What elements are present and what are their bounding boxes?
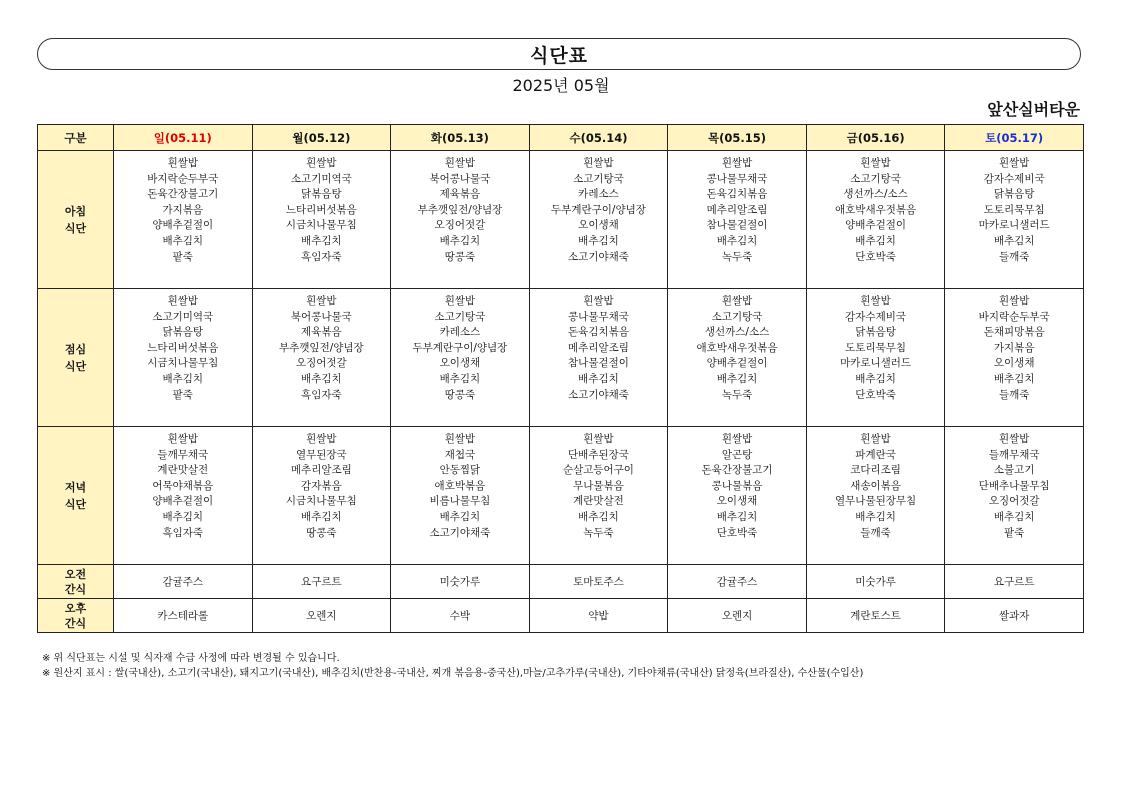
menu-item: 배추김치 xyxy=(716,372,758,385)
menu-list xyxy=(391,151,529,265)
menu-item: 땅콩죽 xyxy=(306,526,337,539)
menu-item: 흰쌀밥 xyxy=(306,295,337,307)
meal-row xyxy=(38,151,1084,289)
menu-item: 비름나물무침 xyxy=(429,495,491,508)
month-subtitle: 2025년 05월 xyxy=(512,76,610,95)
menu-item: 시금치나물무침 xyxy=(285,495,357,508)
menu-cell xyxy=(391,289,530,427)
menu-item: 흰쌀밥 xyxy=(860,433,891,445)
menu-cell xyxy=(529,427,668,565)
menu-item: 흰쌀밥 xyxy=(167,157,198,169)
row-label-line: 식단 xyxy=(64,497,87,511)
menu-item: 무나물볶음 xyxy=(573,479,624,492)
day-header: 화(05.13) xyxy=(391,125,530,151)
menu-item: 콩나물볶음 xyxy=(711,479,763,492)
menu-item: 배추김치 xyxy=(162,510,204,523)
menu-item: 메추리알조림 xyxy=(706,203,768,216)
menu-list xyxy=(530,151,668,265)
row-label xyxy=(38,565,114,599)
meal-row xyxy=(38,289,1084,427)
menu-item: 배추김치 xyxy=(993,372,1035,385)
menu-item: 부추깻잎전/양념장 xyxy=(417,203,503,216)
menu-item: 배추김치 xyxy=(439,372,481,385)
menu-cell xyxy=(806,427,945,565)
snack-cell: 요구르트 xyxy=(945,565,1084,599)
menu-item: 배추김치 xyxy=(439,234,481,247)
menu-item: 생선까스/소스 xyxy=(843,188,908,201)
menu-item: 감자수제비국 xyxy=(983,172,1045,185)
menu-cell xyxy=(114,151,253,289)
menu-item: 흰쌀밥 xyxy=(998,433,1030,445)
menu-item: 들깨무채국 xyxy=(157,448,209,461)
menu-item: 돈육김치볶음 xyxy=(706,188,768,201)
menu-item: 오징어젓갈 xyxy=(988,495,1040,508)
menu-item: 감자볶음 xyxy=(301,479,342,492)
menu-item: 흰쌀밥 xyxy=(860,295,891,307)
menu-item: 흰쌀밥 xyxy=(444,295,476,307)
menu-list xyxy=(114,427,252,541)
menu-item: 시금치나물무침 xyxy=(147,357,219,370)
menu-item: 흰쌀밥 xyxy=(583,157,614,169)
menu-item: 알곤탕 xyxy=(721,448,753,461)
menu-item: 오이생채 xyxy=(578,219,619,232)
menu-item: 계란맛살전 xyxy=(573,495,624,508)
menu-list xyxy=(668,289,806,403)
day-header: 일(05.11) xyxy=(114,125,253,151)
menu-cell xyxy=(391,151,530,289)
menu-cell xyxy=(252,427,391,565)
menu-item: 배추김치 xyxy=(578,234,619,247)
menu-item: 단배추나물무침 xyxy=(978,479,1050,492)
snack-cell: 약밥 xyxy=(529,599,668,633)
menu-item: 땅콩죽 xyxy=(444,388,476,401)
menu-item: 오징어젓갈 xyxy=(434,219,486,232)
menu-item: 북어콩나물국 xyxy=(290,310,352,323)
menu-item: 닭볶음탕 xyxy=(993,188,1035,201)
menu-list xyxy=(391,289,529,403)
row-label-line: 점심 xyxy=(64,342,87,356)
menu-cell xyxy=(668,289,807,427)
row-label-line: 간식 xyxy=(64,616,87,630)
note-line: ※ 원산지 표시 : 쌀(국내산), 소고기(국내산), 돼지고기(국내산), 배추김치(반찬용-국내산, 찌개 볶음용-중국산),마늘/고추가루(국내산), 기타야채류(국내산) 닭정육(브라질산), 수산물(수입산) xyxy=(42,668,864,679)
menu-item: 새송이볶음 xyxy=(850,479,901,492)
menu-item: 흰쌀밥 xyxy=(721,295,753,307)
snack-cell: 감귤주스 xyxy=(114,565,253,599)
menu-item: 단배추된장국 xyxy=(568,448,629,461)
menu-list xyxy=(668,427,806,541)
menu-item: 배추김치 xyxy=(855,372,896,385)
menu-item: 오이생채 xyxy=(716,495,758,508)
menu-item: 흰쌀밥 xyxy=(721,433,753,445)
menu-item: 시금치나물무침 xyxy=(285,219,357,232)
row-label-line: 아침 xyxy=(64,204,87,218)
menu-item: 메추리알조림 xyxy=(568,341,629,354)
menu-item: 오이생채 xyxy=(439,357,481,370)
menu-item: 돈육간장불고기 xyxy=(147,188,219,201)
menu-item: 닭볶음탕 xyxy=(301,188,342,201)
menu-cell xyxy=(252,151,391,289)
menu-list xyxy=(530,427,668,541)
menu-item: 콩나물무채국 xyxy=(706,172,768,185)
menu-item: 소고기미역국 xyxy=(290,172,352,185)
menu-item: 녹두죽 xyxy=(583,526,614,539)
menu-cell xyxy=(945,151,1084,289)
row-label-line: 오전 xyxy=(64,567,87,581)
menu-list xyxy=(253,151,391,265)
menu-item: 닭볶음탕 xyxy=(162,326,204,339)
menu-item: 흰쌀밥 xyxy=(167,295,198,307)
menu-list xyxy=(945,289,1083,403)
menu-list xyxy=(391,427,529,541)
menu-item: 부추깻잎전/양념장 xyxy=(279,341,364,354)
menu-item: 배추김치 xyxy=(162,234,204,247)
menu-item: 팥죽 xyxy=(1004,526,1025,539)
menu-list xyxy=(668,151,806,265)
menu-item: 배추김치 xyxy=(578,372,619,385)
menu-item: 단호박죽 xyxy=(855,250,896,263)
menu-item: 제육볶음 xyxy=(301,326,342,339)
menu-item: 양배추겉절이 xyxy=(845,219,907,232)
menu-cell xyxy=(945,289,1084,427)
menu-item: 참나물겉절이 xyxy=(568,357,629,370)
menu-item: 흑임자죽 xyxy=(301,388,342,401)
day-header: 수(05.14) xyxy=(529,125,668,151)
menu-item: 마카로니샐러드 xyxy=(978,219,1050,232)
menu-item: 느타리버섯볶음 xyxy=(147,341,219,354)
menu-item: 카레소스 xyxy=(439,326,481,339)
menu-item: 소고기탕국 xyxy=(711,310,763,323)
menu-item: 코다리조림 xyxy=(850,464,901,477)
snack-cell: 토마토주스 xyxy=(529,565,668,599)
menu-item: 돈채피망볶음 xyxy=(983,326,1045,339)
menu-item: 양배추겉절이 xyxy=(706,357,768,370)
menu-list xyxy=(114,151,252,265)
menu-item: 콩나물무채국 xyxy=(568,310,629,323)
menu-item: 소불고기 xyxy=(993,464,1035,477)
menu-item: 단호박죽 xyxy=(855,388,896,401)
menu-item: 돈육간장불고기 xyxy=(701,464,773,477)
page-title: 식단표 xyxy=(529,44,589,67)
menu-list xyxy=(807,289,945,403)
menu-item: 애호박새우젓볶음 xyxy=(835,203,917,216)
day-header: 목(05.15) xyxy=(668,125,807,151)
menu-item: 배추김치 xyxy=(716,510,758,523)
row-label xyxy=(38,289,114,427)
menu-item: 오이생채 xyxy=(993,357,1035,370)
menu-list xyxy=(807,427,945,541)
menu-item: 북어콩나물국 xyxy=(429,172,491,185)
snack-cell: 미숫가루 xyxy=(391,565,530,599)
menu-cell xyxy=(114,289,253,427)
menu-item: 애호박볶음 xyxy=(434,479,486,492)
menu-item: 흰쌀밥 xyxy=(583,295,614,307)
menu-list xyxy=(945,151,1083,265)
menu-item: 땅콩죽 xyxy=(444,250,476,263)
menu-item: 배추김치 xyxy=(301,510,342,523)
menu-list xyxy=(253,289,391,403)
row-label-line: 오후 xyxy=(64,601,87,615)
menu-item: 배추김치 xyxy=(162,372,204,385)
menu-item: 바지락순두부국 xyxy=(147,172,219,185)
menu-item: 흰쌀밥 xyxy=(721,157,753,169)
menu-item: 도토리묵무침 xyxy=(983,203,1045,216)
row-label-line: 저녁 xyxy=(64,480,87,494)
snack-cell: 수박 xyxy=(391,599,530,633)
menu-item: 열무나물된장무침 xyxy=(835,495,917,508)
menu-item: 배추김치 xyxy=(301,234,342,247)
menu-item: 흑임자죽 xyxy=(301,250,342,263)
menu-item: 들깨무채국 xyxy=(988,448,1040,461)
snack-cell: 오렌지 xyxy=(252,599,391,633)
menu-item: 팥죽 xyxy=(172,388,193,401)
menu-table xyxy=(37,124,1084,633)
menu-item: 양배추겉절이 xyxy=(152,495,214,508)
menu-item: 오징어젓갈 xyxy=(295,357,347,370)
menu-item: 소고기탕국 xyxy=(850,172,901,185)
menu-item: 배추김치 xyxy=(855,234,896,247)
menu-item: 들깨죽 xyxy=(998,250,1030,263)
menu-item: 두부계란구이/양념장 xyxy=(412,341,508,354)
menu-item: 카레소스 xyxy=(578,188,619,201)
menu-item: 바지락순두부국 xyxy=(978,310,1050,323)
title-banner xyxy=(37,38,1081,70)
menu-cell xyxy=(668,427,807,565)
menu-item: 소고기탕국 xyxy=(434,310,486,323)
row-label xyxy=(38,427,114,565)
menu-item: 소고기야채죽 xyxy=(568,250,629,263)
menu-cell xyxy=(391,427,530,565)
menu-item: 배추김치 xyxy=(439,510,481,523)
menu-item: 메추리알조림 xyxy=(290,464,352,477)
meal-row xyxy=(38,427,1084,565)
menu-item: 닭볶음탕 xyxy=(855,326,896,339)
header-row xyxy=(38,125,1084,151)
menu-item: 애호박새우젓볶음 xyxy=(696,341,778,354)
menu-item: 생선까스/소스 xyxy=(704,326,770,339)
menu-item: 팥죽 xyxy=(172,250,193,263)
menu-cell xyxy=(114,427,253,565)
menu-item: 열무된장국 xyxy=(295,448,347,461)
row-label xyxy=(38,599,114,633)
row-label-line: 식단 xyxy=(64,359,87,373)
day-header: 월(05.12) xyxy=(252,125,391,151)
category-header: 구분 xyxy=(38,125,114,151)
menu-item: 흰쌀밥 xyxy=(444,433,476,445)
menu-item: 순살고등어구이 xyxy=(562,464,634,477)
menu-item: 흑임자죽 xyxy=(162,526,204,539)
organization-name: 앞산실버타운 xyxy=(987,100,1080,119)
menu-item: 흰쌀밥 xyxy=(860,157,891,169)
menu-cell xyxy=(806,289,945,427)
notes xyxy=(42,651,863,681)
row-label-line: 식단 xyxy=(64,221,87,235)
menu-cell xyxy=(529,289,668,427)
menu-item: 단호박죽 xyxy=(716,526,758,539)
menu-item: 돈육김치볶음 xyxy=(568,326,629,339)
snack-row xyxy=(38,565,1084,599)
menu-cell xyxy=(668,151,807,289)
menu-cell xyxy=(252,289,391,427)
day-header: 토(05.17) xyxy=(945,125,1084,151)
menu-list xyxy=(807,151,945,265)
snack-cell: 오렌지 xyxy=(668,599,807,633)
menu-item: 양배추겉절이 xyxy=(152,219,214,232)
menu-item: 소고기야채죽 xyxy=(568,388,629,401)
row-label-line: 간식 xyxy=(64,582,87,596)
menu-item: 재첩국 xyxy=(444,448,476,461)
note-line: ※ 위 식단표는 시설 및 식자재 수급 사정에 따라 변경될 수 있습니다. xyxy=(42,653,340,664)
menu-list xyxy=(114,289,252,403)
menu-item: 배추김치 xyxy=(578,510,619,523)
menu-item: 파계란국 xyxy=(855,448,896,461)
menu-item: 배추김치 xyxy=(301,372,342,385)
menu-list xyxy=(945,427,1083,541)
menu-item: 흰쌀밥 xyxy=(167,433,198,445)
row-label xyxy=(38,151,114,289)
menu-list xyxy=(253,427,391,541)
menu-item: 배추김치 xyxy=(855,510,896,523)
menu-item: 소고기야채죽 xyxy=(429,526,491,539)
snack-row xyxy=(38,599,1084,633)
menu-item: 가지볶음 xyxy=(162,203,204,216)
menu-item: 흰쌀밥 xyxy=(444,157,476,169)
menu-item: 안동찜닭 xyxy=(439,464,481,477)
menu-item: 배추김치 xyxy=(993,510,1035,523)
menu-cell xyxy=(945,427,1084,565)
menu-item: 계란맛살전 xyxy=(157,464,209,477)
menu-cell xyxy=(529,151,668,289)
snack-cell: 계란토스트 xyxy=(806,599,945,633)
menu-item: 흰쌀밥 xyxy=(583,433,614,445)
menu-item: 느타리버섯볶음 xyxy=(285,203,357,216)
menu-item: 녹두죽 xyxy=(721,250,753,263)
menu-item: 소고기탕국 xyxy=(573,172,624,185)
snack-cell: 쌀과자 xyxy=(945,599,1084,633)
snack-cell: 카스테라롤 xyxy=(114,599,253,633)
menu-item: 배추김치 xyxy=(716,234,758,247)
snack-cell: 감귤주스 xyxy=(668,565,807,599)
menu-item: 감자수제비국 xyxy=(845,310,907,323)
menu-item: 배추김치 xyxy=(993,234,1035,247)
menu-item: 들깨죽 xyxy=(860,526,891,539)
menu-item: 들깨죽 xyxy=(998,388,1030,401)
snack-cell: 요구르트 xyxy=(252,565,391,599)
menu-item: 흰쌀밥 xyxy=(998,157,1030,169)
menu-item: 제육볶음 xyxy=(439,188,481,201)
menu-list xyxy=(530,289,668,403)
menu-item: 가지볶음 xyxy=(993,341,1035,354)
day-header: 금(05.16) xyxy=(806,125,945,151)
menu-item: 어묵야채볶음 xyxy=(152,479,214,492)
menu-item: 마카로니샐러드 xyxy=(840,357,912,370)
menu-item: 녹두죽 xyxy=(721,388,753,401)
menu-cell xyxy=(806,151,945,289)
menu-item: 흰쌀밥 xyxy=(306,157,337,169)
menu-item: 소고기미역국 xyxy=(152,310,214,323)
snack-cell: 미숫가루 xyxy=(806,565,945,599)
menu-item: 흰쌀밥 xyxy=(306,433,337,445)
menu-item: 도토리묵무침 xyxy=(845,341,907,354)
menu-item: 두부계란구이/양념장 xyxy=(551,203,646,216)
menu-item: 흰쌀밥 xyxy=(998,295,1030,307)
menu-item: 참나물겉절이 xyxy=(706,219,768,232)
